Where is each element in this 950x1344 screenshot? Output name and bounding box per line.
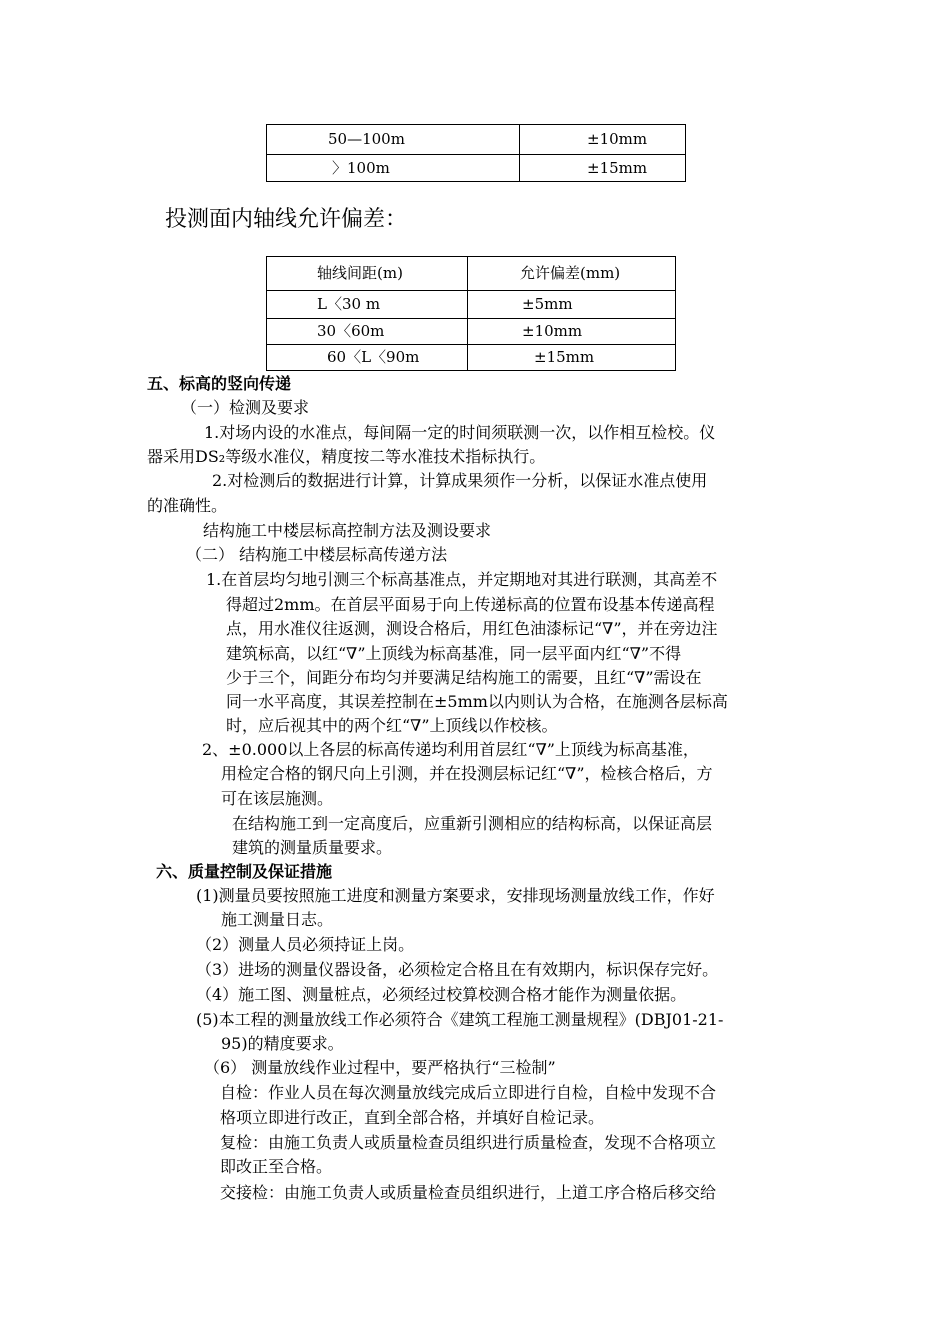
paragraph-line: 在结构施工到一定高度后，应重新引测相应的结构标高，以保证高层 xyxy=(232,814,713,833)
paragraph-line: 得超过2mm。在首层平面易于向上传递标高的位置布设基本传递高程 xyxy=(226,595,715,614)
table-header-row xyxy=(267,257,676,291)
subsection-title: （一）检测及要求 xyxy=(181,398,310,417)
paragraph-line: 可在该层施测。 xyxy=(221,789,334,808)
paragraph-line: 建筑标高，以红“∇”上顶线为标高基准，同一层平面内红“∇”不得 xyxy=(226,644,682,663)
table-row xyxy=(267,345,676,371)
paragraph-line: 1.对场内设的水准点，每间隔一定的时间须联测一次，以作相互检校。仪 xyxy=(204,423,716,442)
table-cell: ±10mm xyxy=(520,125,686,155)
paragraph-line: （6） 测量放线作业过程中，要严格执行“三检制” xyxy=(204,1058,556,1077)
paragraph-line: 施工测量日志。 xyxy=(221,910,334,929)
paragraph-line: （4）施工图、测量桩点，必须经过校算校测合格才能作为测量依据。 xyxy=(196,985,687,1004)
paragraph-line: 95)的精度要求。 xyxy=(221,1034,344,1053)
table-header-cell: 允许偏差(mm) xyxy=(468,257,676,291)
table-cell: 〉100m xyxy=(267,155,520,182)
paragraph-line: 自检：作业人员在每次测量放线完成后立即进行自检，自检中发现不合 xyxy=(220,1083,717,1102)
paragraph-line: 的准确性。 xyxy=(147,496,228,515)
paragraph-line: 少于三个，间距分布均匀并要满足结构施工的需要，且红“∇”需设在 xyxy=(226,668,702,687)
tolerance-table-height xyxy=(266,124,686,182)
paragraph-line: 结构施工中楼层标高控制方法及测设要求 xyxy=(203,521,492,540)
paragraph-line: 用检定合格的钢尺向上引测，并在投测层标记红“∇”，检核合格后，方 xyxy=(221,764,713,783)
paragraph-line: 交接检：由施工负责人或质量检查员组织进行，上道工序合格后移交给 xyxy=(220,1183,717,1202)
paragraph-line: 同一水平高度，其误差控制在±5mm以内则认为合格，在施测各层标高 xyxy=(226,692,728,711)
paragraph-line: 复检：由施工负责人或质量检查员组织进行质量检查，发现不合格项立 xyxy=(220,1133,717,1152)
subsection-title: （二） 结构施工中楼层标高传递方法 xyxy=(186,545,448,564)
table-cell: L〈30 m xyxy=(267,291,468,319)
section-title: 六、质量控制及保证措施 xyxy=(156,862,333,881)
paragraph-line: 格项立即进行改正，直到全部合格，并填好自检记录。 xyxy=(220,1108,605,1127)
paragraph-line: 2、±0.000以上各层的标高传递均利用首层红“∇”上顶线为标高基准， xyxy=(202,740,699,759)
table-row xyxy=(267,291,676,319)
table-row xyxy=(267,125,686,155)
table-cell: 60〈L〈90m xyxy=(267,345,468,371)
paragraph-line: 点，用水准仪往返测，测设合格后，用红色油漆标记“∇”，并在旁边注 xyxy=(226,619,718,638)
section-title: 五、标高的竖向传递 xyxy=(147,374,292,393)
paragraph-line: 1.在首层均匀地引测三个标高基准点，并定期地对其进行联测，其高差不 xyxy=(206,570,718,589)
paragraph-line: (1)测量员要按照施工进度和测量方案要求，安排现场测量放线工作，作好 xyxy=(196,886,715,905)
paragraph-line: （2）测量人员必须持证上岗。 xyxy=(196,935,415,954)
axis-tolerance-heading: 投测面内轴线允许偏差： xyxy=(165,207,408,232)
paragraph-line: 2.对检测后的数据进行计算，计算成果须作一分析，以保证水准点使用 xyxy=(212,471,708,490)
table-cell: 30〈60m xyxy=(267,319,468,345)
paragraph-line: （3）进场的测量仪器设备，必须检定合格且在有效期内，标识保存完好。 xyxy=(196,960,719,979)
table-row xyxy=(267,155,686,182)
table-cell: ±15mm xyxy=(468,345,676,371)
table-header-cell: 轴线间距(m) xyxy=(267,257,468,291)
paragraph-line: (5)本工程的测量放线工作必须符合《建筑工程施工测量规程》(DBJ01-21- xyxy=(196,1010,724,1029)
table-cell: ±5mm xyxy=(468,291,676,319)
paragraph-line: 即改正至合格。 xyxy=(220,1157,333,1176)
table-cell: 50—100m xyxy=(267,125,520,155)
table-row xyxy=(267,319,676,345)
paragraph-line: 时，应后视其中的两个红“∇”上顶线以作校核。 xyxy=(226,716,558,735)
table-cell: ±15mm xyxy=(520,155,686,182)
tolerance-table-axis xyxy=(266,256,676,371)
paragraph-line: 器采用DS₂等级水准仪，精度按二等水准技术指标执行。 xyxy=(147,447,546,466)
paragraph-line: 建筑的测量质量要求。 xyxy=(232,838,393,857)
table-cell: ±10mm xyxy=(468,319,676,345)
